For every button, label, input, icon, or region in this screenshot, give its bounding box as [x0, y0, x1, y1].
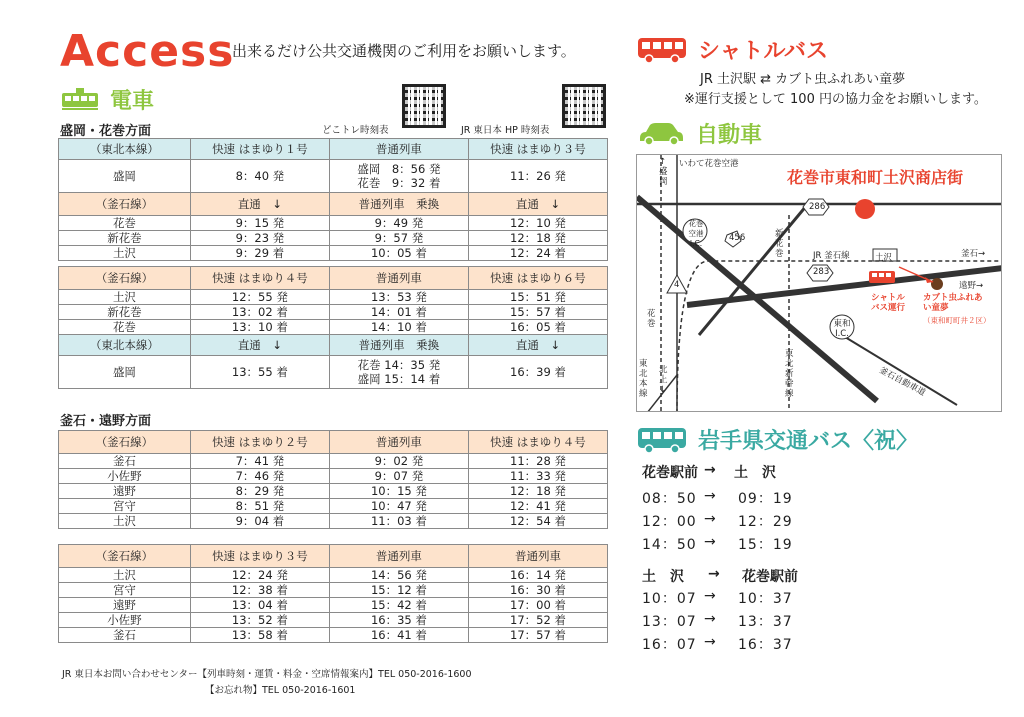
shuttle-heading	[636, 34, 828, 65]
time-cell: 12：38 着	[190, 583, 329, 598]
map-label-tohoku-shinkansen: 東北新幹線	[785, 349, 794, 399]
timetable-row	[59, 246, 608, 261]
timetable-row	[59, 484, 608, 499]
station-cell: （東北本線）	[59, 139, 191, 160]
timetable-row	[59, 139, 608, 160]
timetable-row	[59, 320, 608, 335]
jr-contact-line: JR 東日本お問い合わせセンター【列車時刻・運賃・料金・空席情報案内】TEL 050-2016-1600	[62, 669, 472, 680]
time-cell: 9：57 発	[329, 231, 468, 246]
time-cell: 普通列車	[329, 545, 468, 568]
timetable-row	[59, 231, 608, 246]
outbound-to: 土 沢	[734, 465, 776, 481]
time-cell: 8：40 発	[190, 160, 329, 193]
time-cell: 快速 はまゆり４号	[190, 267, 329, 290]
time-cell: 13：53 発	[329, 290, 468, 305]
time-cell: 13：02 着	[190, 305, 329, 320]
timetable-row	[59, 568, 608, 583]
bus-time: 09：19	[738, 491, 793, 507]
inbound-to: 花巻駅前	[742, 569, 798, 585]
train-icon	[60, 87, 100, 113]
timetable-row	[59, 290, 608, 305]
station-cell: 遠野	[59, 484, 191, 499]
bus-time: 13：37	[738, 614, 793, 630]
timetable-row	[59, 193, 608, 216]
arrow: →	[704, 534, 717, 550]
station-cell: 盛岡	[59, 356, 191, 389]
time-cell: 14：01 着	[329, 305, 468, 320]
timetable-row	[59, 545, 608, 568]
bus-time-row	[642, 611, 798, 634]
station-cell: （釜石線）	[59, 193, 191, 216]
time-cell: 普通列車	[468, 545, 607, 568]
car-heading	[636, 118, 762, 149]
timetable-morioka-return	[58, 266, 608, 389]
map-label-shin-hanamaki: 新花巻	[775, 229, 784, 259]
time-cell: 8：51 発	[190, 499, 329, 514]
road-map-lines	[637, 155, 1002, 412]
station-cell: （釜石線）	[59, 267, 191, 290]
time-cell: 12：54 着	[468, 514, 607, 529]
bus-icon	[636, 35, 688, 65]
station-cell: 新花巻	[59, 305, 191, 320]
bus-time: 13：07	[642, 614, 697, 630]
timetable-row	[59, 598, 608, 613]
time-cell: 快速 はまゆり２号	[190, 431, 329, 454]
map-label-r286: 286	[809, 202, 826, 212]
time-cell: 12：10 発	[468, 216, 607, 231]
time-cell: 9：29 着	[190, 246, 329, 261]
timetable-row	[59, 160, 608, 193]
outbound-arrow: →	[704, 462, 716, 478]
time-line: 花巻 9：32 着	[357, 176, 441, 190]
station-cell: 土沢	[59, 246, 191, 261]
station-cell: 土沢	[59, 290, 191, 305]
time-cell: 8：29 発	[190, 484, 329, 499]
road-map	[636, 154, 1002, 412]
station-cell: 花巻	[59, 320, 191, 335]
time-cell: 直通 ↓	[468, 335, 607, 356]
time-cell: 9：49 発	[329, 216, 468, 231]
bus-heading	[636, 424, 918, 455]
station-cell: 土沢	[59, 514, 191, 529]
train-heading	[60, 84, 154, 115]
bus-time: 12：00	[642, 514, 697, 530]
time-cell: 12：18 発	[468, 484, 607, 499]
timetable-morioka-outbound	[58, 138, 608, 261]
time-cell: 16：05 着	[468, 320, 607, 335]
bus-time-row	[642, 634, 798, 657]
time-cell: 直通 ↓	[190, 193, 329, 216]
timetable-row	[59, 583, 608, 598]
time-cell: 12：41 発	[468, 499, 607, 514]
time-cell: 10：15 発	[329, 484, 468, 499]
map-label-kamaishi-line: JR 釜石線	[813, 251, 850, 261]
timetable-row	[59, 216, 608, 231]
map-label-tsuchizawa: 土沢	[875, 253, 893, 263]
time-cell: 16：35 着	[329, 613, 468, 628]
bus-time: 10：07	[642, 591, 697, 607]
car-icon	[636, 120, 686, 148]
map-label-kamaishi: 釜石→	[961, 249, 986, 259]
time-cell: 9：15 発	[190, 216, 329, 231]
time-cell: 13：55 着	[190, 356, 329, 389]
station-cell: 釜石	[59, 628, 191, 643]
bus-heading-label: 岩手県交通バス〈祝〉	[698, 429, 919, 454]
time-cell: 10：05 着	[329, 246, 468, 261]
arrow: →	[704, 511, 717, 527]
lost-items-line: 【お忘れ物】TEL 050-2016-1601	[205, 685, 356, 696]
timetable-row	[59, 356, 608, 389]
qr-code-dokotore[interactable]	[402, 84, 446, 128]
time-cell: 15：42 着	[329, 598, 468, 613]
time-cell: 17：52 着	[468, 613, 607, 628]
time-cell: 快速 はまゆり３号	[190, 545, 329, 568]
time-cell: 17：00 着	[468, 598, 607, 613]
time-cell: 13：04 着	[190, 598, 329, 613]
station-cell: 宮守	[59, 499, 191, 514]
time-cell: 15：57 着	[468, 305, 607, 320]
time-cell: 16：14 発	[468, 568, 607, 583]
inbound-times	[642, 588, 798, 657]
map-label-r4: 4	[674, 280, 680, 290]
map-label-expressway: 釜石自動車道	[877, 365, 927, 399]
station-cell: 宮守	[59, 583, 191, 598]
station-cell: 小佐野	[59, 469, 191, 484]
access-subtitle: 出来るだけ公共交通機関のご利用をお願いします。	[232, 42, 576, 60]
time-cell: 直通 ↓	[190, 335, 329, 356]
map-label-kitakami: 北上↓	[659, 365, 668, 395]
qr-code-jr-east[interactable]	[562, 84, 606, 128]
access-title: Access	[60, 26, 235, 77]
arrow: →	[704, 634, 717, 650]
kamaishi-direction-title: 釜石・遠野方面	[60, 414, 152, 429]
time-cell: 快速 はまゆり４号	[468, 431, 607, 454]
map-label-tohoku-honsen: 東北本線	[639, 359, 648, 399]
timetable-row	[59, 628, 608, 643]
outbound-header	[642, 462, 776, 482]
station-cell: （東北本線）	[59, 335, 191, 356]
station-cell: （釜石線）	[59, 545, 191, 568]
time-line: 盛岡 8：56 発	[357, 162, 441, 176]
time-cell: 9：04 着	[190, 514, 329, 529]
time-cell	[329, 160, 468, 193]
map-label-towa-ic: 東和 I.C.	[833, 319, 851, 339]
timetable-row	[59, 469, 608, 484]
timetable-row	[59, 454, 608, 469]
time-cell: 12：24 発	[190, 568, 329, 583]
time-cell: 直通 ↓	[468, 193, 607, 216]
station-cell: 花巻	[59, 216, 191, 231]
time-cell: 12：24 着	[468, 246, 607, 261]
shuttle-route: JR 土沢駅 ⇄ カブト虫ふれあい童夢	[700, 72, 906, 87]
time-cell: 13：58 着	[190, 628, 329, 643]
timetable-row	[59, 335, 608, 356]
time-cell: 15：51 発	[468, 290, 607, 305]
bus-time: 10：37	[738, 591, 793, 607]
map-label-hanamaki: 花巻	[647, 309, 656, 329]
timetable-row	[59, 514, 608, 529]
map-label-airport: いわて花巻空港	[679, 159, 739, 169]
bus-time: 12：29	[738, 514, 793, 530]
arrow: →	[704, 488, 717, 504]
station-cell: 盛岡	[59, 160, 191, 193]
time-cell	[329, 356, 468, 389]
time-cell: 14：10 着	[329, 320, 468, 335]
time-cell: 16：39 着	[468, 356, 607, 389]
shuttle-note: ※運行支援として 100 円の協力金をお願いします。	[684, 92, 987, 107]
time-cell: 快速 はまゆり３号	[468, 139, 607, 160]
timetable-kamaishi-return	[58, 544, 608, 643]
bus-time-row	[642, 511, 798, 534]
bus-time-row	[642, 534, 798, 557]
map-label-r283: 283	[813, 267, 830, 277]
station-cell: 釜石	[59, 454, 191, 469]
station-cell: 土沢	[59, 568, 191, 583]
time-cell: 7：46 発	[190, 469, 329, 484]
inbound-from: 土 沢	[642, 569, 684, 585]
bus-time-row	[642, 488, 798, 511]
train-heading-label: 電車	[110, 89, 155, 114]
arrow: →	[704, 611, 717, 627]
time-cell: 11：28 発	[468, 454, 607, 469]
map-label-dome: カブト虫ふれあい童夢	[923, 293, 983, 313]
time-cell: 16：30 着	[468, 583, 607, 598]
time-cell: 11：03 着	[329, 514, 468, 529]
time-cell: 普通列車	[329, 431, 468, 454]
time-cell: 普通列車	[329, 139, 468, 160]
time-cell: 15：12 着	[329, 583, 468, 598]
outbound-times	[642, 488, 798, 557]
time-cell: 17：57 着	[468, 628, 607, 643]
timetable-row	[59, 267, 608, 290]
station-cell: 小佐野	[59, 613, 191, 628]
station-cell: 遠野	[59, 598, 191, 613]
time-cell: 13：52 着	[190, 613, 329, 628]
timetable-row	[59, 613, 608, 628]
time-cell: 13：10 着	[190, 320, 329, 335]
map-label-morioka: ↑盛岡	[659, 157, 668, 187]
bus-time: 15：19	[738, 537, 793, 553]
map-destination-title: 花巻市東和町土沢商店街	[787, 168, 964, 187]
qr-label-jr-east: JR 東日本 HP 時刻表	[461, 125, 550, 136]
time-cell: 11：26 発	[468, 160, 607, 193]
bus-time: 14：50	[642, 537, 697, 553]
bus-time: 08：50	[642, 491, 697, 507]
shuttle-heading-label: シャトルバス	[698, 39, 829, 64]
map-label-dome-address: （東和町町井２区）	[923, 316, 991, 325]
timetable-row	[59, 499, 608, 514]
time-cell: 16：41 着	[329, 628, 468, 643]
time-cell: 10：47 発	[329, 499, 468, 514]
time-cell: 12：18 発	[468, 231, 607, 246]
timetable-row	[59, 305, 608, 320]
time-cell: 普通列車	[329, 267, 468, 290]
qr-label-dokotore: どこトレ時刻表	[322, 125, 389, 136]
timetable-kamaishi-outbound	[58, 430, 608, 529]
station-cell: （釜石線）	[59, 431, 191, 454]
time-cell: 普通列車 乗換	[329, 335, 468, 356]
bus-icon	[636, 425, 688, 455]
time-cell: 9：23 発	[190, 231, 329, 246]
bus-time-row	[642, 588, 798, 611]
bus-time: 16：37	[738, 637, 793, 653]
map-label-tono: 遠野→	[959, 281, 984, 291]
morioka-direction-title: 盛岡・花巻方面	[60, 124, 152, 139]
time-cell: 快速 はまゆり６号	[468, 267, 607, 290]
time-cell: 快速 はまゆり１号	[190, 139, 329, 160]
car-heading-label: 自動車	[696, 123, 763, 148]
time-cell: 11：33 発	[468, 469, 607, 484]
bus-time: 16：07	[642, 637, 697, 653]
time-cell: 12：55 発	[190, 290, 329, 305]
time-cell: 14：56 発	[329, 568, 468, 583]
inbound-header	[642, 566, 798, 586]
time-cell: 9：02 発	[329, 454, 468, 469]
arrow: →	[704, 588, 717, 604]
outbound-from: 花巻駅前	[642, 465, 698, 481]
time-line: 花巻 14：35 発	[357, 358, 441, 372]
map-label-r456: 456	[729, 233, 746, 243]
inbound-arrow: →	[708, 566, 720, 582]
time-line: 盛岡 15：14 着	[357, 372, 441, 386]
map-label-airport-ic: 花巻空港 I.C.	[688, 219, 704, 248]
map-label-shuttle-stop: シャトルバス運行	[871, 293, 906, 313]
time-cell: 9：07 発	[329, 469, 468, 484]
timetable-row	[59, 431, 608, 454]
time-cell: 7：41 発	[190, 454, 329, 469]
time-cell: 普通列車 乗換	[329, 193, 468, 216]
station-cell: 新花巻	[59, 231, 191, 246]
